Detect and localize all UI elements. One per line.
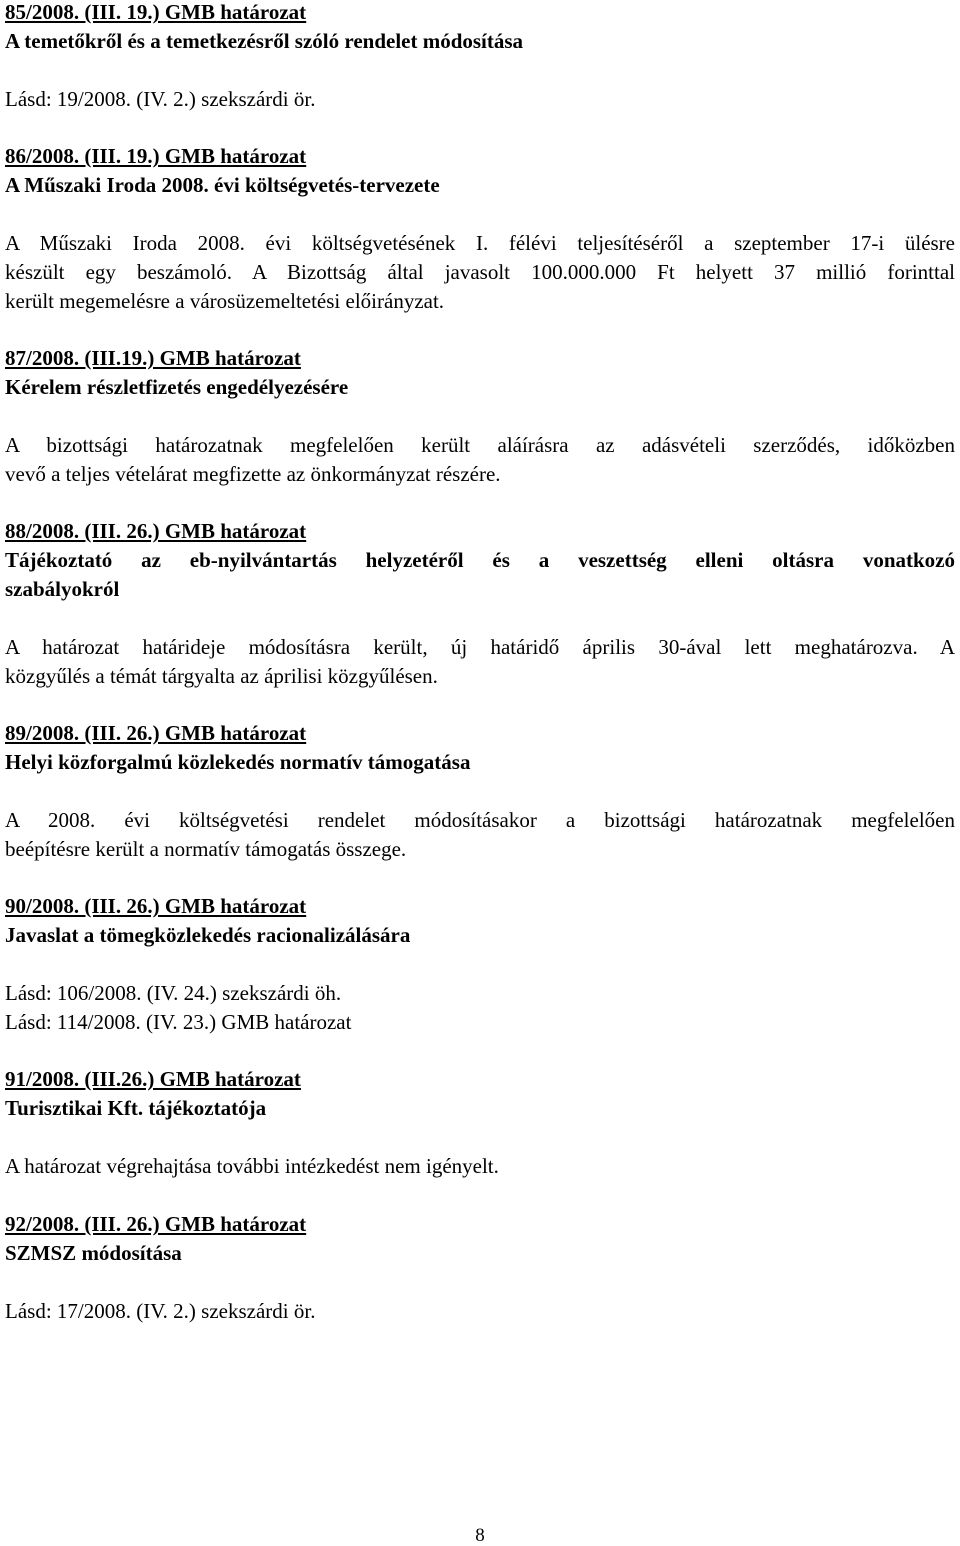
resolution-92-body-line-1: Lásd: 17/2008. (IV. 2.) szekszárdi ör. (5, 1299, 316, 1323)
resolution-86-heading: 86/2008. (III. 19.) GMB határozat (5, 144, 307, 168)
resolution-89-title: Helyi közforgalmú közlekedés normatív támogatása (5, 750, 471, 774)
resolution-87-body-line-1: A bizottsági határozatnak megfelelően került aláírásra az adásvételi szerződés, időközben (5, 433, 955, 457)
resolution-87-body-line-2: vevő a teljes vételárat megfizette az önkormányzat részére. (5, 462, 501, 486)
resolution-88-title-line-2: szabályokról (5, 577, 120, 601)
resolution-90-heading: 90/2008. (III. 26.) GMB határozat (5, 894, 307, 918)
resolution-85-body-line-1: Lásd: 19/2008. (IV. 2.) szekszárdi ör. (5, 87, 316, 111)
resolution-90-title: Javaslat a tömegközlekedés racionalizálására (5, 923, 411, 947)
resolution-85-heading: 85/2008. (III. 19.) GMB határozat (5, 0, 307, 24)
resolution-88-heading: 88/2008. (III. 26.) GMB határozat (5, 519, 307, 543)
resolution-90-body-line-1: Lásd: 106/2008. (IV. 24.) szekszárdi öh. (5, 981, 342, 1005)
resolution-91-title: Turisztikai Kft. tájékoztatója (5, 1096, 267, 1120)
resolution-86-body-line-3: került megemelésre a városüzemeltetési előirányzat. (5, 289, 445, 313)
resolution-86-body-line-1: A Műszaki Iroda 2008. évi költségvetésének I. félévi teljesítéséről a szeptember 17-i ülésre (5, 231, 955, 255)
resolution-89-body-line-1: A 2008. évi költségvetési rendelet módosításakor a bizottsági határozatnak megfelelően (5, 808, 955, 832)
resolution-90-body-line-2: Lásd: 114/2008. (IV. 23.) GMB határozat (5, 1010, 352, 1034)
resolution-89-body-line-2: beépítésre került a normatív támogatás összege. (5, 837, 407, 861)
resolution-91-body-line-1: A határozat végrehajtása további intézkedést nem igényelt. (5, 1154, 499, 1178)
resolution-88-title-line-1: Tájékoztató az eb-nyilvántartás helyzetéről és a veszettség elleni oltásra vonatkozó (5, 548, 955, 572)
resolution-92-title: SZMSZ módosítása (5, 1241, 182, 1265)
resolution-86-body-line-2: készült egy beszámoló. A Bizottság által javasolt 100.000.000 Ft helyett 37 millió forinttal (5, 260, 955, 284)
resolution-86-title: A Műszaki Iroda 2008. évi költségvetés-tervezete (5, 173, 440, 197)
resolution-89-heading: 89/2008. (III. 26.) GMB határozat (5, 721, 307, 745)
resolution-87-title: Kérelem részletfizetés engedélyezésére (5, 375, 349, 399)
resolution-85-title: A temetőkről és a temetkezésről szóló rendelet módosítása (5, 29, 524, 53)
resolution-91-heading: 91/2008. (III.26.) GMB határozat (5, 1067, 301, 1091)
resolution-92-heading: 92/2008. (III. 26.) GMB határozat (5, 1212, 307, 1236)
page-number: 8 (475, 1525, 485, 1546)
resolution-88-body-line-1: A határozat határideje módosításra került, új határidő április 30-ával lett meghatározva. A (5, 635, 955, 659)
resolution-88-body-line-2: közgyűlés a témát tárgyalta az áprilisi közgyűlésen. (5, 664, 438, 688)
resolution-87-heading: 87/2008. (III.19.) GMB határozat (5, 346, 301, 370)
